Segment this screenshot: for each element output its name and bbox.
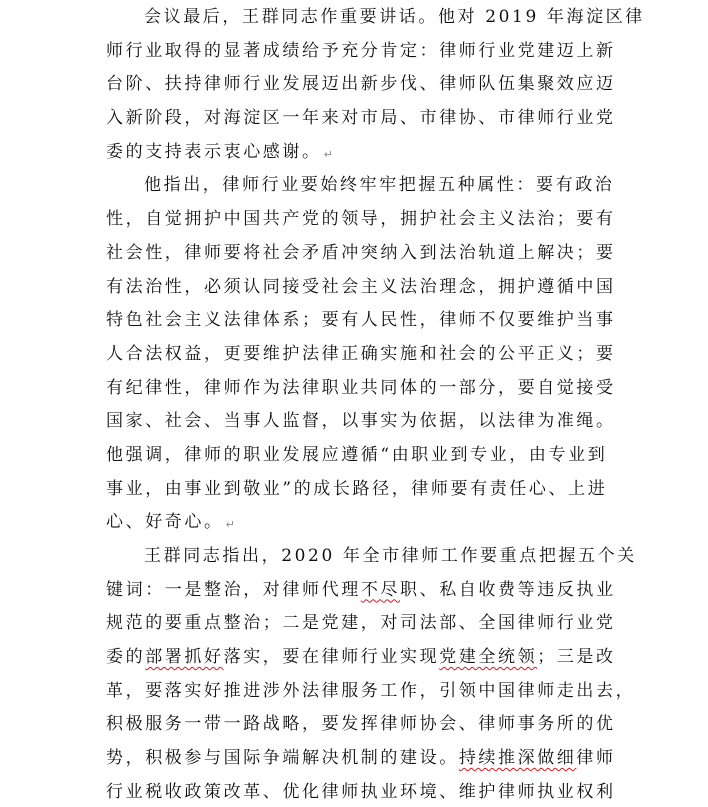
text-segment: 落实，要在律师行业实现 bbox=[223, 647, 440, 668]
spellcheck-flagged-text: 不尽 bbox=[360, 579, 401, 600]
text-segment: 革，要落实好推进涉外法律服务工作，引领中国律师走出去， bbox=[106, 680, 636, 701]
text-segment: 职、私自收费等违反执业 bbox=[400, 579, 616, 600]
text-line bbox=[106, 742, 616, 776]
document-body bbox=[106, 1, 645, 807]
text-segment: 国家、社会、当事人监督，以事实为依据，以法律为准绳。 bbox=[106, 411, 616, 432]
spellcheck-flagged-text: 党建全统领 bbox=[439, 647, 538, 668]
text-segment: 心、好奇心。 bbox=[106, 512, 224, 533]
text-segment: 势，积极参与国际争端解决机制的建设。 bbox=[106, 748, 459, 769]
text-segment: 律师 bbox=[576, 748, 616, 769]
text-segment: 有法治性，必须认同接受社会主义法治理念，拥护遵循中国 bbox=[106, 276, 616, 297]
text-line bbox=[106, 136, 606, 170]
text-segment: 性，自觉拥护中国共产党的领导，拥护社会主义法治；要有 bbox=[106, 209, 616, 230]
text-line bbox=[106, 169, 615, 203]
text-segment: 特色社会主义法律体系；要有人民性，律师不仅要维护当事 bbox=[106, 310, 616, 331]
text-segment: 台阶、扶持律师行业发展迈出新步伐、律师队伍集聚效应迈 bbox=[106, 74, 616, 95]
paragraph-mark-icon: ↵ bbox=[323, 147, 333, 161]
text-line bbox=[106, 271, 616, 305]
text-line bbox=[106, 473, 606, 507]
text-line bbox=[106, 708, 616, 742]
text-segment: 师行业取得的显著成绩给予充分肯定：律师行业党建迈上新 bbox=[106, 40, 616, 61]
text-segment: 行业税收政策改革、优化律师执业环境、维护律师执业权利 bbox=[106, 781, 616, 802]
text-line bbox=[106, 1, 645, 35]
text-segment: 他指出，律师行业要始终牢牢把握五种属性：要有政治 bbox=[144, 175, 615, 196]
text-line bbox=[106, 675, 636, 709]
text-line bbox=[106, 439, 606, 473]
text-segment: 会议最后，王群同志作重要讲话。他对 2019 年海淀区律 bbox=[144, 7, 645, 27]
spellcheck-flagged-text: 持续推深做细 bbox=[458, 748, 577, 769]
text-line bbox=[106, 607, 616, 641]
paragraph bbox=[106, 540, 637, 807]
text-line bbox=[106, 68, 616, 102]
text-line bbox=[106, 506, 606, 540]
text-segment: 人合法权益，更要维护法律正确实施和社会的公平正义；要 bbox=[106, 343, 616, 364]
text-line bbox=[106, 776, 616, 807]
text-line bbox=[106, 237, 616, 271]
paragraph bbox=[106, 169, 616, 540]
text-segment: 社会性，律师要将社会矛盾冲突纳入到法治轨道上解决；要 bbox=[106, 242, 616, 263]
text-line bbox=[106, 203, 616, 237]
text-line bbox=[106, 304, 616, 338]
text-line bbox=[106, 372, 616, 406]
text-segment: 规范的要重点整治；二是党建，对司法部、全国律师行业党 bbox=[106, 613, 616, 634]
paragraph bbox=[106, 1, 645, 169]
text-segment: ；三是改 bbox=[537, 647, 616, 668]
text-segment: 委的 bbox=[106, 647, 146, 668]
text-line bbox=[106, 102, 616, 136]
text-line bbox=[106, 35, 616, 69]
text-segment: 事业，由事业到敬业”的成长路径，律师要有责任心、上进 bbox=[106, 478, 608, 499]
text-segment: 王群同志指出，2020 年全市律师工作要重点把握五个关 bbox=[144, 546, 637, 566]
text-segment: 有纪律性，律师作为法律职业共同体的一部分，要自觉接受 bbox=[106, 377, 616, 398]
text-segment: 积极服务一带一路战略，要发挥律师协会、律师事务所的优 bbox=[106, 714, 616, 735]
text-segment: 键词：一是整治，对律师代理 bbox=[106, 579, 361, 600]
text-line bbox=[106, 540, 637, 574]
text-segment: 委的支持表示衷心感谢。 bbox=[106, 141, 322, 162]
text-segment: 他强调，律师的职业发展应遵循“由职业到专业，由专业到 bbox=[106, 444, 608, 465]
spellcheck-flagged-text: 部署抓好 bbox=[145, 647, 224, 668]
text-line bbox=[106, 338, 616, 372]
text-line bbox=[106, 574, 616, 608]
text-segment: 入新阶段，对海淀区一年来对市局、市律协、市律师行业党 bbox=[106, 108, 616, 129]
text-line bbox=[106, 641, 616, 675]
text-line bbox=[106, 405, 616, 439]
paragraph-mark-icon: ↵ bbox=[225, 518, 235, 532]
